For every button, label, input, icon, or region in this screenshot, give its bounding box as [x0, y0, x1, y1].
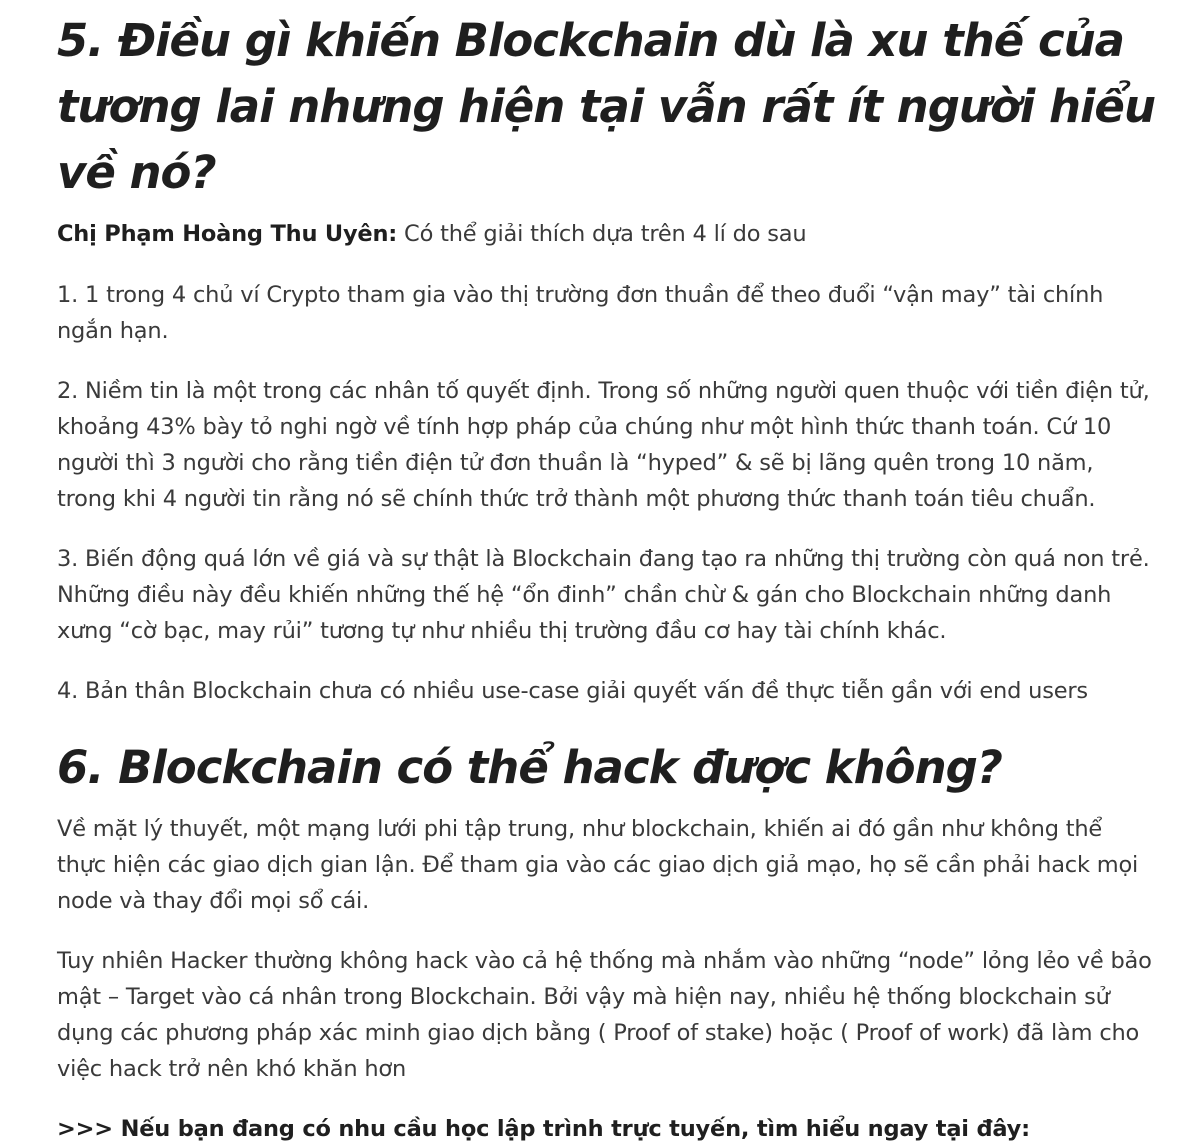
- intro-text: Có thể giải thích dựa trên 4 lí do sau: [397, 221, 807, 247]
- cta-text: >>> Nếu bạn đang có nhu cầu học lập trình trực tuyến, tìm hiểu ngay tại đây:: [57, 1116, 1030, 1142]
- reason-1: 1. 1 trong 4 chủ ví Crypto tham gia vào thị trường đơn thuần để theo đuổi “vận may” tài chính ngắn hạn.: [57, 282, 1104, 344]
- section-5-heading: 5. Điều gì khiến Blockchain dù là xu thế của tương lai nhưng hiện tại vẫn rất ít người hiểu về nó?: [57, 14, 1155, 199]
- section-6-paragraph-2: Tuy nhiên Hacker thường không hack vào cả hệ thống mà nhắm vào những “node” lỏng lẻo về bảo mật – Target vào cá nhân trong Blockchain. Bởi vậy mà hiện nay, nhiều hệ thống blockchain sử dụng các phương pháp xác minh giao dịch bằng ( Proof of stake) hoặc ( Proof of work) đã làm cho việc hack trở nên khó khăn hơn: [57, 948, 1152, 1082]
- reason-2: 2. Niềm tin là một trong các nhân tố quyết định. Trong số những người quen thuộc với tiền điện tử, khoảng 43% bày tỏ nghi ngờ về tính hợp pháp của chúng như một hình thức thanh toán. Cứ 10 người thì 3 người cho rằng tiền điện tử đơn thuần là “hyped” & sẽ bị lãng quên trong 10 năm, trong khi 4 người tin rằng nó sẽ chính thức trở thành một phương thức thanh toán tiêu chuẩn.: [57, 378, 1150, 512]
- reason-4: 4. Bản thân Blockchain chưa có nhiều use-case giải quyết vấn đề thực tiễn gần với end users: [57, 678, 1088, 704]
- cta-paragraph: [57, 1111, 1157, 1147]
- section-6-paragraph-1: Về mặt lý thuyết, một mạng lưới phi tập trung, như blockchain, khiến ai đó gần như không thể thực hiện các giao dịch gian lận. Để tham gia vào các giao dịch giả mạo, họ sẽ cần phải hack mọi node và thay đổi mọi sổ cái.: [57, 816, 1139, 914]
- section-6-heading: 6. Blockchain có thể hack được không?: [57, 741, 1002, 794]
- intro-speaker: Chị Phạm Hoàng Thu Uyên:: [57, 221, 398, 247]
- intro-paragraph: [57, 216, 1157, 252]
- reason-3: 3. Biến động quá lớn về giá và sự thật là Blockchain đang tạo ra những thị trường còn quá non trẻ. Những điều này đều khiến những thế hệ “ổn đinh” chần chừ & gán cho Blockchain những danh xưng “cờ bạc, may rủi” tương tự như nhiều thị trường đầu cơ hay tài chính khác.: [57, 546, 1150, 644]
